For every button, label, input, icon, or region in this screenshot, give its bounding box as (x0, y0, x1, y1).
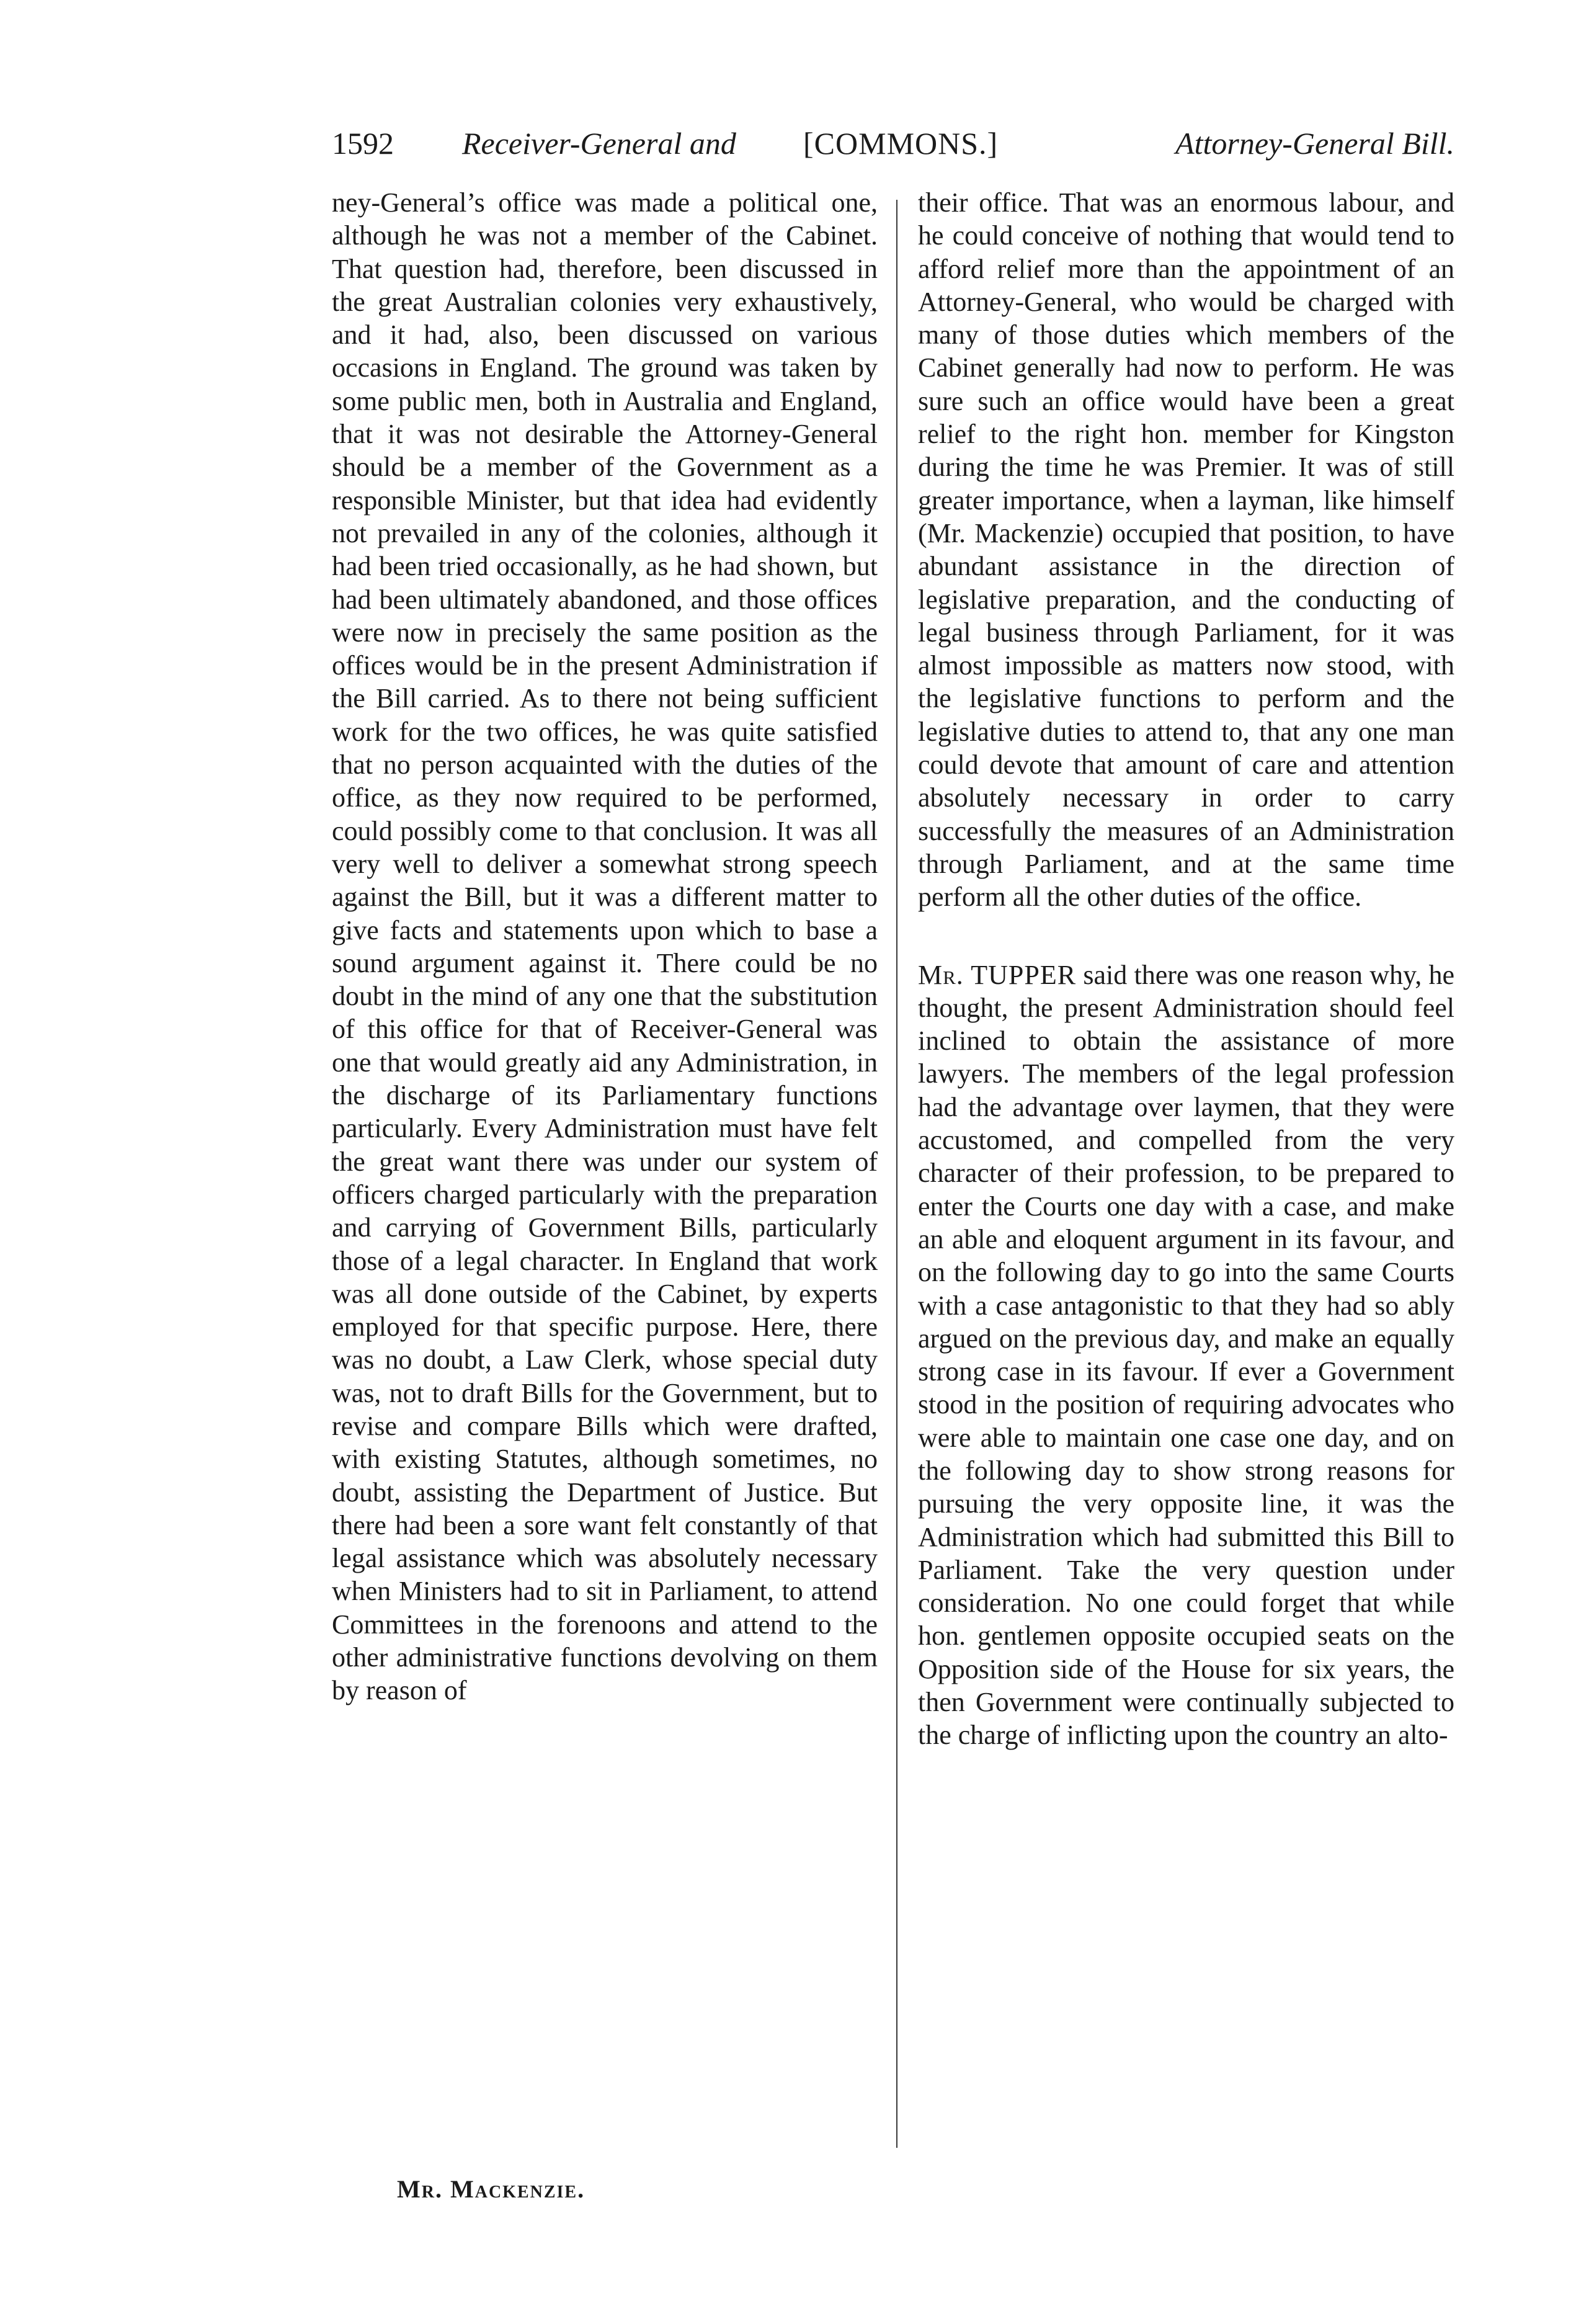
right-column (918, 186, 1454, 1752)
right-column-paragraph-1: their office. That was an enormous labour, and he could conceive of nothing that would tend to afford relief more than the appointment of an Attorney-General, who would be charged with many of those duties which members of the Cabinet generally had now to perform. He was sure such an office would have been a great relief to the right hon. member for Kingston during the time he was Premier. It was of still greater importance, when a layman, like himself (Mr. Mackenzie) occupied that position, to have abundant assistance in the direction of legislative preparation, and the conducting of legal business through Parliament, for it was almost impossible as matters now stood, with the legislative functions to perform and the legislative duties to attend to, that any one man could devote that amount of care and attention absolutely necessary in order to carry successfully the measures of an Administration through Parliament, and at the same time perform all the other duties of the office. (918, 187, 1454, 913)
running-title-right: Attorney-General Bill. (1175, 126, 1454, 161)
left-column (332, 186, 878, 1707)
column-divider (896, 200, 897, 2148)
page-number: 1592 (332, 126, 394, 161)
speaker-name: Mr. TUPPER (918, 959, 1077, 990)
right-column-paragraph-2 (918, 959, 1454, 1752)
left-column-text: ney-General’s office was made a political one, although he was not a member of the Cabinet. That question had, therefore, been discussed in the great Australian colonies very exhaustively, and it had, also, been discussed on various occasions in England. The ground was taken by some public men, both in Australia and England, that it was not desirable the Attorney-General should be a member of the Government as a responsible Minister, but that idea had evidently not prevailed in any of the colonies, although it had been tried occasionally, as he had shown, but had been ultimately abandoned, and those offices were now in precisely the same position as the offices would be in the present Administration if the Bill carried. As to there not being sufficient work for the two offices, he was quite satisfied that no person acquainted with the duties of the office, as they now required to be performed, could possibly come to that conclusion. It was all very well to deliver a somewhat strong speech against the Bill, but it was a different matter to give facts and statements upon which to base a sound argument against it. There could be no doubt in the mind of any one that the substitution of this office for that of Receiver-General was one that would greatly aid any Administration, in the discharge of its Parliamentary functions particularly. Every Administration must have felt the great want there was under our system of officers charged particularly with the preparation and carrying of Government Bills, particularly those of a legal character. In England that work was all done outside of the Cabinet, by experts employed for that specific purpose. Here, there was no doubt, a Law Clerk, whose special duty was, not to draft Bills for the Government, but to revise and compare Bills which were drafted, with existing Statutes, although sometimes, no doubt, assisting the Department of Justice. But there had been a sore want felt constantly of that legal assistance which was absolutely necessary when Ministers had to sit in Parliament, to attend Committees in the forenoons and attend to the other administrative functions devolving on them by reason of (332, 187, 878, 1706)
speech-text: said there was one reason why, he thought, the present Administration should feel inclined to obtain the assistance of more lawyers. The members of the legal profession had the advantage over laymen, that they were accustomed, and compelled from the very character of their profession, to be prepared to enter the Courts one day with a case, and make an able and eloquent argument in its favour, and on the following day to go into the same Courts with a case antagonistic to that they had so ably argued on the previous day, and make an equally strong case in its favour. If ever a Government stood in the position of requiring advocates who were able to maintain one case one day, and on the following day to show strong reasons for pursuing the very opposite line, it was the Administration which had submitted this Bill to Parliament. Take the very question under consideration. No one could forget that while hon. gentlemen opposite occupied seats on the Opposition side of the House for six years, the then Government were continually subjected to the charge of inflicting upon the country an alto- (918, 959, 1454, 1751)
running-head (332, 122, 1454, 165)
catchword: Mr. Mackenzie. (397, 2175, 586, 2203)
running-title-left: Receiver-General and (462, 126, 736, 161)
running-title-center: [COMMONS.] (803, 126, 999, 161)
